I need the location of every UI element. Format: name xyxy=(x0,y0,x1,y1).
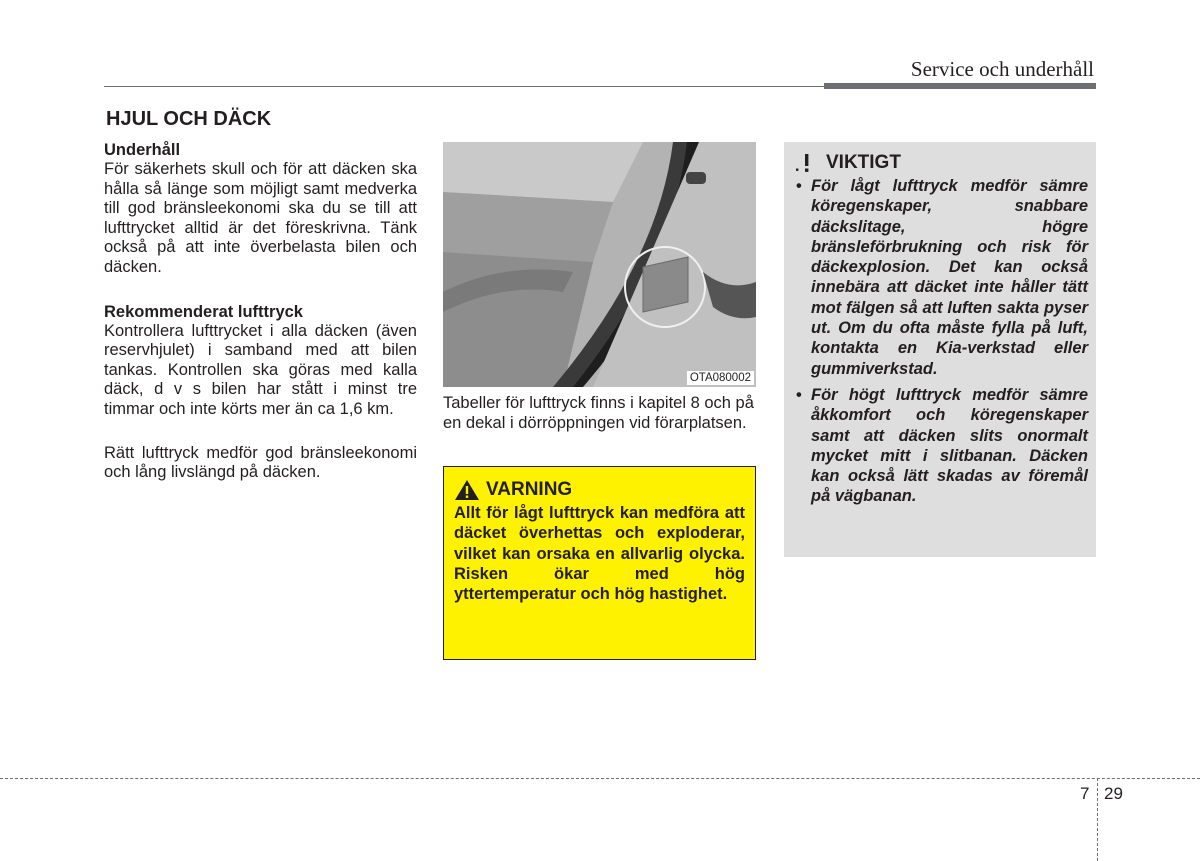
figure-code: OTA080002 xyxy=(687,371,754,385)
important-item-2: För högt lufttryck medför sämre åkkomfort och köregenskaper samt att däcken slits onormalt mycket mitt i slitbanan. Däcken kan också lätt skadas av föremål på vägbanan. xyxy=(811,385,1088,506)
figure-caption: Tabeller för lufttryck finns i kapitel 8 och på en dekal i dörröppningen vid förarplatsen. xyxy=(443,394,754,432)
pressure-text-2: Rätt lufttryck medför god bränsleekonomi och lång livslängd på däcken. xyxy=(104,443,417,482)
important-title: VIKTIGT xyxy=(826,152,901,173)
maintenance-heading: Underhåll xyxy=(104,141,181,159)
header-rule xyxy=(104,86,824,87)
list-item: • För högt lufttryck medför sämre åkkomfort och köregenskaper samt att däcken slits onormalt mycket mitt i slitbanan. Däcken kan också lätt skadas av föremål på vägbanan. xyxy=(796,385,1088,506)
pressure-heading: Rekommenderat lufttryck xyxy=(104,302,303,321)
warning-text: Allt för lågt lufttryck kan medföra att däcket överhettas och exploderar, vilket kan orsaka en allvarlig olycka. Risken ökar med hög yttertemperatur och hög hastighet. xyxy=(454,504,745,604)
maintenance-text: För säkerhets skull och för att däcken ska hålla så länge som möjligt samt medverka till god bränsleekonomi ska du se till att lufttrycket alltid är det föreskrivna. Tänk också på att inte överbelasta bilen och däcken. xyxy=(104,160,417,276)
important-item-1: För lågt lufttryck medför sämre köregenskaper, snabbare däckslitage, högre bränsleförbrukning och risk för däckexplosion. Det kan också innebära att däcket inte håller tätt mot fälgen så att luften sakta pyser ut. Om du ofta måste fylla på luft, kontakta en Kia-verkstad eller gummiverkstad. xyxy=(811,177,1088,378)
footer-divider xyxy=(1097,778,1098,861)
list-item: • För lågt lufttryck medför sämre köregenskaper, snabbare däckslitage, högre bränsleförbrukning och risk för däckexplosion. Det kan också innebära att däcket inte håller tätt mot fälgen så att luften sakta pyser ut. Om du ofta måste fylla på luft, kontakta en Kia-verkstad eller gummiverkstad. xyxy=(796,177,1088,378)
page-number: 29 xyxy=(1104,784,1123,803)
warning-title: VARNING xyxy=(486,479,573,500)
header-rule-accent xyxy=(824,83,1096,89)
warning-box xyxy=(443,466,756,660)
left-column xyxy=(104,140,417,483)
door-sill-photo xyxy=(443,142,756,387)
section-title: HJUL OCH DÄCK xyxy=(106,108,272,130)
pressure-text-1: Kontrollera lufttrycket i alla däcken (även reservhjulet) i samband med att bilen tankas. Kontrollen ska göras med kalla däck, d v s bilen har stått i minst tre timmar och inte körts mer än ca 1,6 km. xyxy=(104,321,417,418)
footer-rule xyxy=(0,778,1200,779)
warning-triangle-icon xyxy=(454,479,480,501)
chapter-number: 7 xyxy=(1080,784,1090,803)
important-list xyxy=(794,176,1088,507)
important-box xyxy=(784,142,1096,557)
running-header: Service och underhåll xyxy=(910,57,1094,81)
exclamation-icon xyxy=(794,153,820,173)
